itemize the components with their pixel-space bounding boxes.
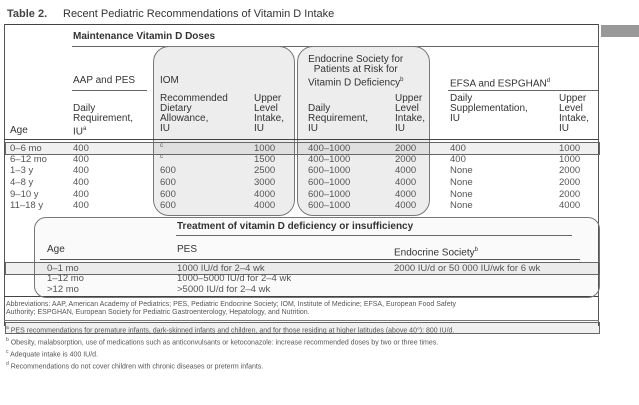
footnote-c (6, 348, 98, 359)
table-caption: Recent Pediatric Recommendations of Vitamin D Intake (63, 8, 335, 20)
col-endo-ul (395, 94, 425, 134)
col-iom-ul-l4: IU (254, 123, 264, 134)
group-aap: AAP and PES (73, 75, 136, 86)
col-efsa-ul-l2: Level (559, 103, 583, 114)
cell-aap: 400 (73, 189, 89, 200)
col-efsa-supp (450, 94, 528, 124)
group-efsa-text: EFSA and ESPGHAN (450, 78, 547, 90)
footnote-a-text: PES recommendations for premature infants, dark-skinned infants and children, and for those residing at higher latitudes (above 40°): 800 IU/d. (10, 327, 455, 335)
col-endo-ul-l3: Intake, (395, 113, 426, 124)
t2-col-endo (394, 245, 478, 258)
cell-efsa: 400 (450, 154, 466, 165)
cell-endo-ul: 2000 (395, 143, 417, 154)
cell-efsa: None (450, 165, 473, 176)
cell-ul: 1000 (254, 143, 276, 154)
col-efsa-ul-l4: IU (559, 123, 569, 134)
t2-col-endo-text: Endocrine Society (394, 247, 475, 259)
left-border (4, 24, 5, 326)
cell-efsa: None (450, 177, 473, 188)
cell-age: 9–10 y (10, 189, 39, 200)
cell-efsa-ul: 2000 (559, 165, 581, 176)
cell-rda: 600 (160, 165, 176, 176)
cell-age: 1–3 y (10, 165, 34, 176)
group-iom: IOM (160, 75, 179, 86)
row-highlight-0-6mo (5, 142, 600, 155)
t2-col-endo-sup: b (474, 247, 478, 253)
cell-endo-ul: 4000 (395, 189, 417, 200)
cell-efsa: None (450, 189, 473, 200)
cell-endo: 600–1000 (308, 189, 351, 200)
col-aap-daily-l2: Requirement, (73, 113, 134, 124)
col-efsa-ul-l1: Upper (559, 93, 587, 104)
col-endo-ul-l2: Level (395, 103, 419, 114)
col-efsa-supp-l2: Supplementation, (450, 103, 528, 114)
cell-age: 6–12 mo (10, 154, 47, 165)
cell-endo: 400–1000 (308, 143, 351, 154)
cell-age: 0–6 mo (10, 143, 42, 154)
col-aap-daily-l3 (73, 124, 133, 137)
footnote-d-text: Recommendations do not cover children with chronic diseases or preterm infants. (10, 363, 264, 371)
col-endo-ul-l1: Upper (395, 93, 423, 104)
footnote-d-mark: d (6, 361, 9, 367)
cell-aap: 400 (73, 165, 89, 176)
cell-endo: 400–1000 (308, 154, 351, 165)
group-endo-sup: b (400, 77, 404, 83)
col-endo-daily-l2: Requirement, (308, 113, 369, 124)
footnote-b (6, 336, 438, 347)
col-efsa-ul (559, 94, 589, 134)
cell-endo: 600–1000 (308, 165, 351, 176)
abbreviations-line1: Abbreviations: AAP, American Academy of Pediatrics; PES, Pediatric Endocrine Society; IOM, Institute of Medicine; EFSA, European Food Safety (6, 301, 457, 308)
cell-ul: 4000 (254, 200, 276, 211)
cell-rda: 600 (160, 189, 176, 200)
col-iom-ul-l2: Level (254, 103, 278, 114)
footnote-a-mark: a (6, 325, 9, 331)
col-iom-rda-l3: Allowance, (160, 113, 209, 124)
group-rule-efsa (448, 90, 598, 91)
group-endo-line1: Endocrine Society for (308, 54, 404, 65)
group-endo-line3 (308, 75, 403, 88)
maintenance-title: Maintenance Vitamin D Doses (73, 31, 216, 42)
group-efsa (450, 76, 550, 89)
group-rule-aap (72, 90, 147, 91)
cell-endo: 600–1000 (308, 177, 351, 188)
abbreviations-rule (4, 320, 599, 321)
cell-efsa-ul: 2000 (559, 189, 581, 200)
col-iom-ul-l1: Upper (254, 93, 282, 104)
cell-age: 11–18 y (10, 200, 44, 211)
cell-endo-ul: 2000 (395, 154, 417, 165)
col-efsa-supp-l1: Daily (450, 93, 473, 104)
treatment-title: Treatment of vitamin D deficiency or insufficiency (177, 221, 414, 232)
cell-efsa-ul: 4000 (559, 200, 581, 211)
col-aap-daily-sup: a (83, 126, 87, 132)
cell-endo: 600–1000 (308, 200, 351, 211)
abbreviations (6, 301, 456, 317)
t2-cell-pes: 1000 IU/d for 2–4 wk (177, 263, 265, 274)
footnote-a (6, 324, 454, 335)
cell-efsa: None (450, 200, 473, 211)
cell-aap: 400 (73, 154, 89, 165)
t2-col-pes: PES (177, 244, 198, 255)
cell-efsa-ul: 2000 (559, 177, 581, 188)
abbreviations-line2: Authority; ESPGHAN, European Society for Pediatric Gastroenterology, Hepatology, and Nutrition. (6, 309, 310, 316)
footnote-b-text: Obesity, malabsorption, use of medications such as anticonvulsants or ketoconazole: increase recommended doses by two or three times. (10, 339, 439, 347)
col-efsa-ul-l3: Intake, (559, 113, 590, 124)
col-iom-rda-l1: Recommended (160, 93, 228, 104)
cell-endo-ul: 4000 (395, 165, 417, 176)
group-efsa-sup: d (546, 78, 551, 84)
cell-endo-ul: 4000 (395, 200, 417, 211)
col-endo-ul-l4: IU (395, 123, 405, 134)
col-endo-daily (308, 104, 368, 134)
cell-ul: 2500 (254, 165, 276, 176)
treatment-title-rule (176, 235, 572, 236)
col-iom-ul-l3: Intake, (254, 113, 285, 124)
t2-col-age: Age (47, 244, 65, 255)
cell-efsa-ul: 1000 (559, 154, 581, 165)
col-aap-daily-l1: Daily (73, 103, 96, 114)
t2-header-rule (40, 259, 580, 260)
footnote-b-mark: b (6, 337, 9, 343)
footnote-c-mark: c (6, 349, 9, 355)
col-aap-daily (73, 104, 133, 137)
t2-cell-pes: >5000 IU/d for 2–4 wk (177, 284, 271, 295)
col-endo-daily-l1: Daily (308, 103, 331, 114)
t2-cell-pes: 1000–5000 IU/d for 2–4 wk (177, 273, 292, 284)
cell-ul: 3000 (254, 177, 276, 188)
col-iom-rda (160, 94, 228, 134)
side-tab (601, 25, 639, 37)
cell-efsa-ul: 1000 (559, 143, 581, 154)
title-underline (4, 24, 599, 25)
cell-rda: c (160, 154, 163, 160)
col-iom-rda-l4: IU (160, 123, 170, 134)
table-label: Table 2. (7, 8, 48, 20)
col-iom-rda-l2: Dietary (160, 103, 192, 114)
header-bottom-rule (4, 139, 599, 140)
t2-cell-endo: 2000 IU/d or 50 000 IU/wk for 6 wk (394, 263, 541, 274)
col-aap-daily-l3-text: IU (73, 126, 83, 138)
cell-aap: 400 (73, 200, 89, 211)
cell-rda: 600 (160, 177, 176, 188)
cell-endo-ul: 4000 (395, 177, 417, 188)
footnote-c-text: Adequate intake is 400 IU/d. (10, 351, 99, 359)
cell-rda: c (160, 143, 163, 149)
col-iom-ul (254, 94, 284, 134)
t2-cell-age: 0–1 mo (47, 263, 79, 274)
group-endo-line3-text: Vitamin D Deficiency (308, 77, 401, 89)
cell-efsa: 400 (450, 143, 466, 154)
cell-age: 4–8 y (10, 177, 34, 188)
t2-cell-age: >12 mo (47, 284, 79, 295)
cell-aap: 400 (73, 143, 89, 154)
group-endo-line2: Patients at Risk for (313, 64, 398, 75)
footnote-d (6, 360, 263, 371)
group-endo (308, 55, 403, 88)
col-age: Age (10, 125, 28, 136)
cell-ul: 4000 (254, 189, 276, 200)
cell-ul: 1500 (254, 154, 276, 165)
cell-rda: 600 (160, 200, 176, 211)
col-endo-daily-l3: IU (308, 123, 318, 134)
t2-cell-age: 1–12 mo (47, 273, 84, 284)
cell-aap: 400 (73, 177, 89, 188)
col-efsa-supp-l3: IU (450, 113, 460, 124)
